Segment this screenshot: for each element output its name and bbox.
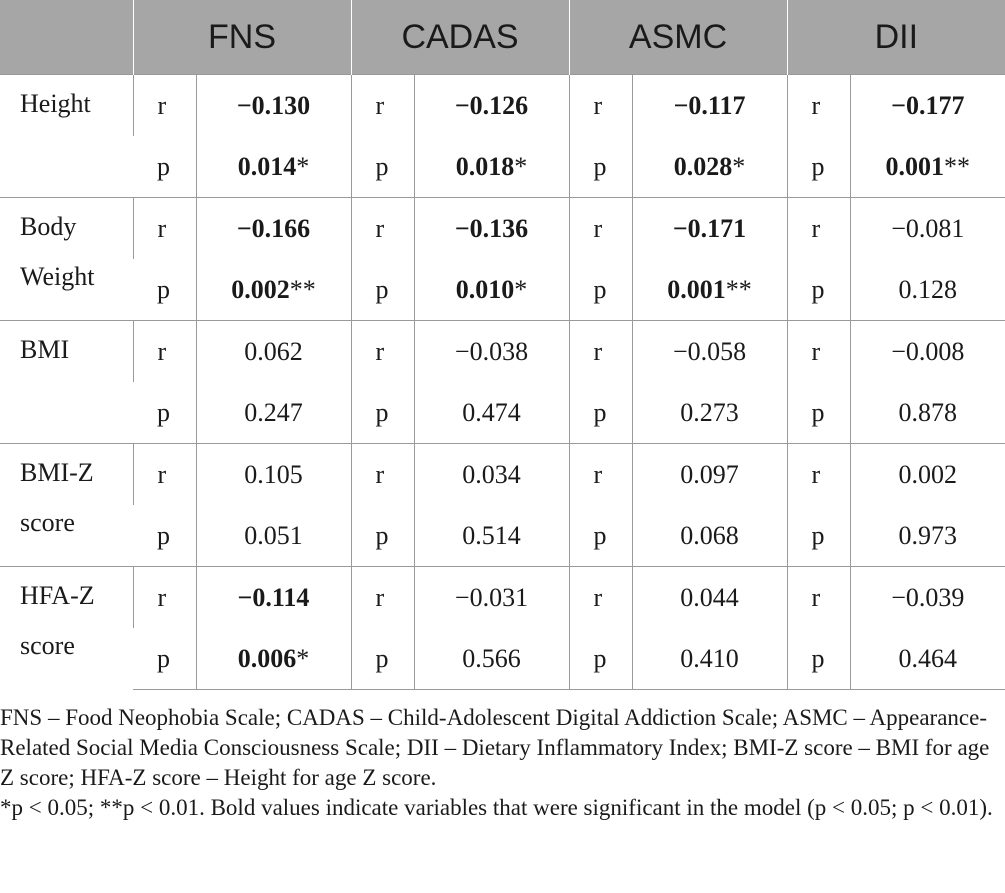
p-value: 0.410 — [680, 643, 739, 673]
p-value-cell — [632, 382, 787, 444]
table-row — [0, 444, 1005, 506]
r-marker: r — [351, 321, 414, 383]
r-value: −0.171 — [672, 213, 747, 243]
r-value-cell — [414, 198, 569, 260]
r-value: −0.114 — [237, 582, 310, 612]
header-asmc: ASMC — [569, 0, 787, 75]
r-value-cell — [850, 321, 1005, 383]
r-value-cell — [196, 567, 351, 629]
r-marker: r — [787, 321, 850, 383]
p-value-cell — [414, 382, 569, 444]
r-value: 0.105 — [244, 459, 303, 489]
r-value-cell — [850, 198, 1005, 260]
row-label-text: BMI-Z score — [20, 458, 94, 537]
r-value: −0.177 — [891, 90, 965, 120]
p-value-cell — [414, 259, 569, 321]
row-label — [0, 198, 133, 321]
p-value-cell — [196, 259, 351, 321]
significance-stars: * — [732, 151, 746, 181]
table-row — [0, 567, 1005, 629]
r-marker: r — [569, 567, 632, 629]
r-marker: r — [787, 567, 850, 629]
significance-stars: ** — [725, 274, 752, 304]
p-value-cell — [196, 382, 351, 444]
p-value-cell — [850, 505, 1005, 567]
r-value: −0.058 — [672, 336, 747, 366]
r-value: 0.034 — [462, 459, 521, 489]
r-marker: r — [569, 75, 632, 137]
r-value-cell — [850, 75, 1005, 137]
r-marker: r — [133, 321, 196, 383]
p-value-cell — [850, 628, 1005, 690]
r-value: −0.008 — [891, 336, 965, 366]
r-value: 0.002 — [898, 459, 958, 489]
r-value-cell — [632, 444, 787, 506]
p-value: 0.068 — [680, 520, 739, 550]
p-value: 0.010 — [455, 274, 515, 304]
table-row — [0, 382, 1005, 444]
p-value-cell — [632, 505, 787, 567]
r-value: −0.130 — [236, 90, 311, 120]
r-value: −0.038 — [454, 336, 529, 366]
p-marker: p — [351, 136, 414, 198]
row-label — [0, 444, 133, 567]
r-marker: r — [133, 75, 196, 137]
p-marker: p — [569, 382, 632, 444]
r-value: 0.044 — [680, 582, 739, 612]
r-value-cell — [632, 567, 787, 629]
r-value-cell — [632, 321, 787, 383]
p-marker: p — [569, 136, 632, 198]
r-marker: r — [569, 198, 632, 260]
table-row — [0, 198, 1005, 260]
header-dii: DII — [787, 0, 1005, 75]
p-value: 0.128 — [898, 274, 958, 304]
p-value: 0.566 — [462, 643, 521, 673]
table-row — [0, 75, 1005, 137]
p-value: 0.051 — [244, 520, 303, 550]
significance-stars: * — [514, 151, 528, 181]
r-value-cell — [850, 567, 1005, 629]
r-value-cell — [196, 444, 351, 506]
r-value-cell — [196, 321, 351, 383]
r-value: −0.117 — [673, 90, 746, 120]
significance-stars: ** — [944, 151, 971, 181]
p-value-cell — [196, 136, 351, 198]
p-marker: p — [787, 382, 850, 444]
row-label — [0, 321, 133, 444]
row-label — [0, 75, 133, 198]
r-marker: r — [787, 444, 850, 506]
p-marker: p — [157, 274, 170, 304]
r-marker: r — [133, 198, 196, 260]
table-footnotes — [0, 703, 1000, 823]
r-value: 0.097 — [680, 459, 739, 489]
p-marker: p — [787, 505, 850, 567]
p-value: 0.018 — [455, 151, 515, 181]
row-label — [0, 567, 133, 690]
r-value-cell — [632, 198, 787, 260]
p-value-cell — [196, 628, 351, 690]
p-value: 0.273 — [680, 397, 739, 427]
r-value: −0.136 — [454, 213, 529, 243]
significance-stars: ** — [289, 274, 316, 304]
p-marker: p — [351, 259, 414, 321]
r-marker: r — [133, 444, 196, 506]
p-marker: p — [133, 628, 196, 690]
r-value: −0.031 — [454, 582, 529, 612]
r-marker: r — [133, 567, 196, 629]
p-value-cell — [850, 382, 1005, 444]
header-fns: FNS — [133, 0, 351, 75]
r-marker: r — [569, 321, 632, 383]
p-marker: p — [157, 520, 170, 550]
p-value: 0.514 — [462, 520, 521, 550]
p-marker: p — [787, 628, 850, 690]
r-marker: r — [351, 567, 414, 629]
table-row — [0, 321, 1005, 383]
row-label-text: Body Weight — [20, 212, 95, 291]
p-value-cell — [414, 628, 569, 690]
footnote-significance: *p < 0.05; **p < 0.01. Bold values indicate variables that were significant in the model (p < 0.05; p < 0.01). — [0, 795, 993, 820]
p-marker: p — [157, 397, 170, 427]
p-value-cell — [632, 136, 787, 198]
table-body — [0, 75, 1005, 690]
table-row — [0, 259, 1005, 321]
r-value-cell — [414, 75, 569, 137]
header-empty — [0, 0, 133, 75]
p-value: 0.002 — [231, 274, 290, 304]
row-label-text: Height — [20, 89, 91, 118]
p-marker: p — [351, 505, 414, 567]
table-header-row — [0, 0, 1005, 75]
footnote-abbreviations: FNS – Food Neophobia Scale; CADAS – Child-Adolescent Digital Addiction Scale; ASMC – Appearance-Related Social Media Consciousness Scale; DII – Dietary Inflammatory Index; BMI-Z score – BMI for age Z score; HFA-Z score – Height for age Z score. — [0, 705, 990, 790]
r-value-cell — [196, 198, 351, 260]
p-value: 0.006 — [237, 643, 297, 673]
table-row — [0, 136, 1005, 198]
r-value-cell — [632, 75, 787, 137]
p-value: 0.247 — [244, 397, 303, 427]
header-cadas: CADAS — [351, 0, 569, 75]
r-value-cell — [414, 444, 569, 506]
r-marker: r — [787, 198, 850, 260]
significance-stars: * — [296, 151, 310, 181]
p-marker: p — [569, 628, 632, 690]
r-value: −0.166 — [236, 213, 311, 243]
table-row — [0, 628, 1005, 690]
p-value-cell — [850, 259, 1005, 321]
p-value-cell — [414, 505, 569, 567]
p-value: 0.973 — [898, 520, 958, 550]
r-marker: r — [351, 444, 414, 506]
p-marker: p — [351, 628, 414, 690]
p-marker: p — [787, 259, 850, 321]
p-marker: p — [157, 151, 170, 181]
p-value: 0.001 — [667, 274, 726, 304]
p-value-cell — [632, 628, 787, 690]
r-value-cell — [196, 75, 351, 137]
p-value-cell — [196, 505, 351, 567]
significance-stars: * — [296, 643, 310, 673]
r-value: −0.039 — [891, 582, 965, 612]
r-value-cell — [414, 321, 569, 383]
p-value: 0.474 — [462, 397, 521, 427]
r-value: 0.062 — [244, 336, 303, 366]
r-marker: r — [351, 198, 414, 260]
p-value: 0.028 — [673, 151, 733, 181]
p-value: 0.878 — [898, 397, 958, 427]
p-value: 0.001 — [885, 151, 945, 181]
p-marker: p — [351, 382, 414, 444]
p-value: 0.464 — [898, 643, 958, 673]
p-marker: p — [569, 505, 632, 567]
r-marker: r — [569, 444, 632, 506]
significance-stars: * — [514, 274, 528, 304]
p-marker: p — [569, 259, 632, 321]
table-row — [0, 505, 1005, 567]
r-value-cell — [414, 567, 569, 629]
r-value: −0.126 — [454, 90, 529, 120]
r-value: −0.081 — [891, 213, 965, 243]
r-marker: r — [351, 75, 414, 137]
r-value-cell — [850, 444, 1005, 506]
p-value-cell — [632, 259, 787, 321]
r-marker: r — [787, 75, 850, 137]
p-value-cell — [850, 136, 1005, 198]
row-label-text: BMI — [20, 335, 70, 364]
row-label-text: HFA-Z score — [20, 581, 95, 660]
p-value-cell — [414, 136, 569, 198]
p-value: 0.014 — [237, 151, 297, 181]
p-marker: p — [787, 136, 850, 198]
